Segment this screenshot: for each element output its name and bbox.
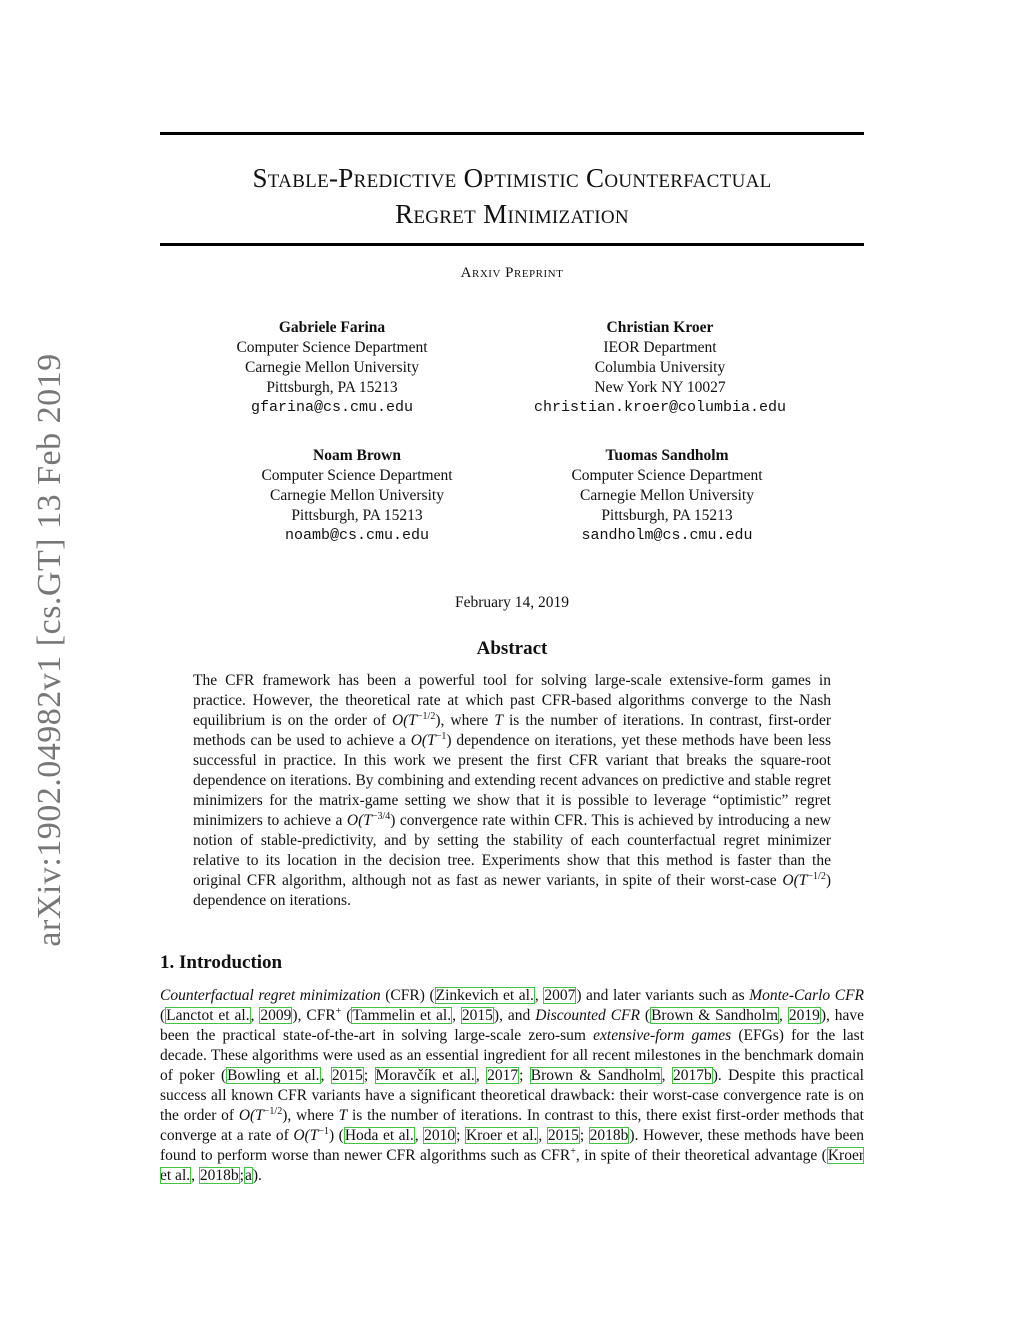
author-univ: Columbia University xyxy=(594,359,726,376)
citation-link[interactable]: 2015 xyxy=(547,1127,579,1144)
abstract-heading: Abstract xyxy=(476,638,548,659)
math-exponent: −1/2 xyxy=(416,710,436,722)
citation-link[interactable]: 2019 xyxy=(788,1007,820,1024)
author-univ: Carnegie Mellon University xyxy=(270,487,444,504)
text-run: ) ( xyxy=(328,1127,344,1144)
author-city: Pittsburgh, PA 15213 xyxy=(291,507,423,524)
citation-link[interactable]: Kroer et al. xyxy=(465,1127,538,1144)
title-rule-top xyxy=(160,132,864,135)
text-run: is the number of iterations. In contrast, first-order methods can be used to achieve a xyxy=(193,712,832,749)
citation-link[interactable]: 2010 xyxy=(424,1127,456,1144)
title-line-2: Regret Minimization xyxy=(395,199,629,229)
math-exponent: −1/2 xyxy=(263,1105,283,1117)
arxiv-stamp: arXiv:1902.04982v1 [cs.GT] 13 Feb 2019 xyxy=(31,353,68,947)
text-run: ), where xyxy=(282,1107,339,1124)
author-email[interactable]: gfarina@cs.cmu.edu xyxy=(250,399,414,416)
author-email[interactable]: noamb@cs.cmu.edu xyxy=(284,527,430,544)
author-dept: Computer Science Department xyxy=(236,339,428,356)
author-dept: Computer Science Department xyxy=(261,467,453,484)
math-expr: O(T xyxy=(391,712,417,729)
author-block xyxy=(182,318,482,418)
citation-link[interactable]: 2017b xyxy=(672,1067,712,1084)
text-run: , xyxy=(538,1127,547,1144)
text-run: ). However, these methods have been found to perform worse than newer CFR algorithms such as CFR xyxy=(160,1127,865,1164)
citation-link[interactable]: 2018b xyxy=(589,1127,629,1144)
math-exponent: −3/4 xyxy=(371,810,391,822)
author-univ: Carnegie Mellon University xyxy=(245,359,419,376)
text-run: ), where xyxy=(435,712,495,729)
author-block xyxy=(207,446,507,546)
author-univ: Carnegie Mellon University xyxy=(580,487,754,504)
citation-link[interactable]: Zinkevich et al. xyxy=(435,987,534,1004)
text-run: (EFGs) for the last decade. These algorithms were used as an essential ingredient for all recent milestones in the benchmark domain of poker ( xyxy=(160,1027,865,1084)
author-block xyxy=(505,318,815,418)
author-block xyxy=(517,446,817,546)
text-run: ; xyxy=(363,1067,375,1084)
text-run: , xyxy=(452,1007,461,1024)
math-expr: O(T xyxy=(346,812,372,829)
author-email[interactable]: sandholm@cs.cmu.edu xyxy=(581,527,753,544)
citation-link[interactable]: Tammelin et al. xyxy=(352,1007,452,1024)
text-run: ; xyxy=(239,1167,244,1184)
text-run: , in spite of their theoretical advantage ( xyxy=(575,1147,827,1164)
text-run: ; xyxy=(519,1067,530,1084)
text-run: , xyxy=(191,1167,199,1184)
math-exponent: −1 xyxy=(318,1125,329,1137)
citation-link[interactable]: Lanctot et al. xyxy=(166,1007,250,1024)
citation-link[interactable]: Moravčík et al. xyxy=(375,1067,475,1084)
math-expr: T xyxy=(494,712,503,729)
text-run: , xyxy=(779,1007,788,1024)
math-expr: O(T xyxy=(238,1107,264,1124)
text-run: , xyxy=(475,1067,487,1084)
text-run: is the number of iterations. In contrast to this, there exist first-order methods that converge at a rate of xyxy=(160,1107,864,1144)
text-run: extensive-form games xyxy=(593,1027,732,1044)
text-run: ). xyxy=(252,1167,262,1184)
text-run: , xyxy=(534,987,544,1004)
author-name: Tuomas Sandholm xyxy=(605,447,729,464)
text-run: Monte-Carlo CFR xyxy=(749,987,865,1004)
citation-link[interactable]: 2018b xyxy=(199,1167,239,1184)
author-name: Noam Brown xyxy=(313,447,401,464)
text-run: , xyxy=(320,1067,331,1084)
superscript: + xyxy=(570,1145,576,1157)
text-run: ), have been the practical state-of-the-art in solving large-scale zero-sum xyxy=(160,1007,865,1044)
citation-link[interactable]: 2015 xyxy=(461,1007,493,1024)
text-run: (CFR) ( xyxy=(380,987,435,1004)
citation-link[interactable]: Hoda et al. xyxy=(344,1127,414,1144)
math-expr: T xyxy=(338,1107,348,1124)
title-line-1: Stable-Predictive Optimistic Counterfactual xyxy=(252,163,772,193)
paper-date: February 14, 2019 xyxy=(454,594,570,611)
paper-title xyxy=(160,160,864,232)
text-run: ; xyxy=(579,1127,589,1144)
abstract-text xyxy=(193,671,831,911)
citation-link[interactable]: 2009 xyxy=(260,1007,292,1024)
citation-link[interactable]: 2017 xyxy=(487,1067,519,1084)
text-run: Discounted CFR xyxy=(535,1007,640,1024)
text-run: ( xyxy=(160,1007,166,1024)
text-run: ). Despite this practical success all known CFR variants have a significant theoretical drawback: their worst-case convergence rate is on the order of xyxy=(160,1067,864,1124)
citation-link[interactable]: Kroer et al. xyxy=(160,1147,864,1184)
text-run: Counterfactual regret minimization xyxy=(160,987,381,1004)
title-rule-bottom xyxy=(160,243,864,246)
text-run: ) dependence on iterations, yet these methods have been less successful in practice. In this work we present the first CFR variant that breaks the square-root dependence on iterations. By combining and extending recent advances on predictive and stable regret minimizers for the matrix-game setting we show that it is possible to leverage “optimistic” regret minimizers to achieve a xyxy=(193,732,831,829)
author-name: Gabriele Farina xyxy=(278,319,386,336)
author-dept: Computer Science Department xyxy=(571,467,763,484)
text-run: The CFR framework has been a powerful tool for solving large-scale extensive-form games in practice. However, the theoretical rate at which past CFR-based algorithms converge to the Nash equilibrium is on the order of xyxy=(193,672,831,729)
section-heading: 1. Introduction xyxy=(160,952,283,973)
text-run: ) convergence rate within CFR. This is achieved by introducing a new notion of stable-predictivity, and by setting the stability of each counterfactual regret minimizer relative to its location in the decision tree. Experiments show that this method is faster than the original CFR algorithm, although not as fast as newer variants, in spite of their worst-case xyxy=(193,812,831,889)
author-city: Pittsburgh, PA 15213 xyxy=(601,507,733,524)
intro-paragraph xyxy=(160,986,864,1186)
citation-link[interactable]: a xyxy=(244,1167,252,1184)
math-expr: O(T xyxy=(293,1127,319,1144)
text-run: ( xyxy=(639,1007,651,1024)
citation-link[interactable]: Brown & Sandholm xyxy=(530,1067,661,1084)
text-run: ), and xyxy=(493,1007,536,1024)
citation-link[interactable]: 2007 xyxy=(544,987,576,1004)
text-run: ), CFR xyxy=(292,1007,336,1024)
math-exponent: −1/2 xyxy=(807,870,826,882)
math-exponent: −1 xyxy=(435,730,447,742)
author-dept: IEOR Department xyxy=(603,339,717,356)
text-run: , xyxy=(414,1127,424,1144)
math-expr: O(T xyxy=(410,732,436,749)
text-run: , xyxy=(661,1067,672,1084)
author-city: Pittsburgh, PA 15213 xyxy=(266,379,398,396)
citation-link[interactable]: Brown & Sandholm xyxy=(651,1007,779,1024)
math-expr: O(T xyxy=(782,872,808,889)
author-name: Christian Kroer xyxy=(606,319,714,336)
text-run: , xyxy=(250,1007,260,1024)
citation-link[interactable]: Bowling et al. xyxy=(227,1067,320,1084)
citation-link[interactable]: 2015 xyxy=(331,1067,363,1084)
text-run: ( xyxy=(341,1007,352,1024)
text-run: ; xyxy=(456,1127,465,1144)
author-email[interactable]: christian.kroer@columbia.edu xyxy=(533,399,787,416)
text-run: ) dependence on iterations. xyxy=(193,872,831,909)
text-run: ) and later variants such as xyxy=(576,987,750,1004)
author-city: New York NY 10027 xyxy=(594,379,726,396)
preprint-label: Arxiv Preprint xyxy=(460,265,564,281)
superscript: + xyxy=(335,1005,342,1017)
